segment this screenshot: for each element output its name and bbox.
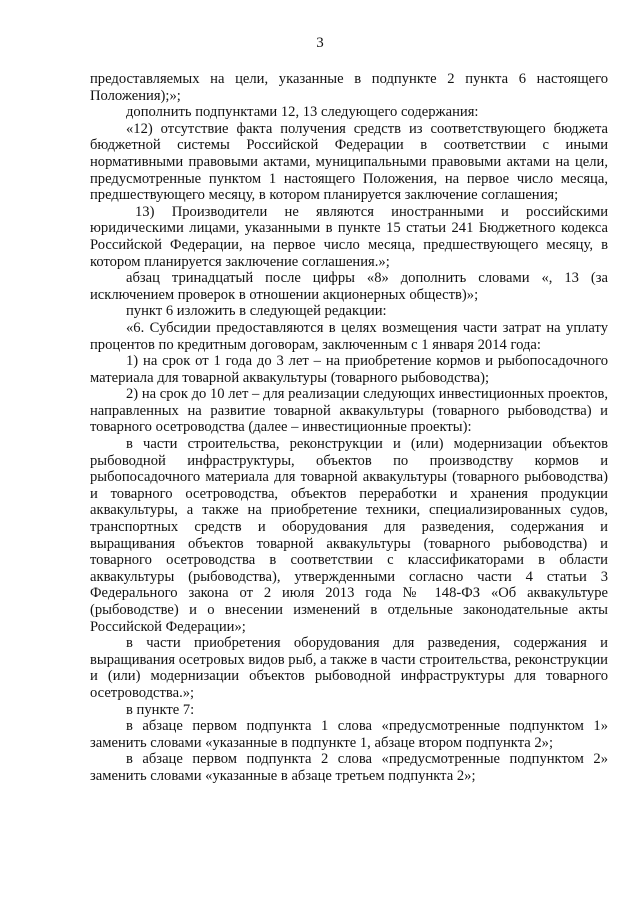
paragraph: дополнить подпунктами 12, 13 следующего содержания:: [126, 104, 479, 121]
paragraph: в пункте 7:: [126, 701, 195, 718]
paragraph: 1) на срок от 1 года до 3 лет – на приобретение кормов и рыбопосадочного материала для товарной аквакультуры (товарного рыбоводства);: [90, 353, 608, 386]
paragraph: «12) отсутствие факта получения средств из соответствующего бюджета бюджетной системы Российской Федерации в соответствии с иными нормативными правовыми актами, муниципальными правовыми актами на цели, предусмотренные пунктом 1 настоящего Положения, на первое число месяца, предшествующего месяцу, в котором планируется заключение соглашения;: [90, 120, 608, 204]
paragraph: в абзаце первом подпункта 2 слова «предусмотренные подпунктом 2» заменить словами «указанные в абзаце третьем подпункта 2»;: [90, 751, 608, 784]
paragraph: в абзаце первом подпункта 1 слова «предусмотренные подпунктом 1» заменить словами «указанные в подпункте 1, абзаце втором подпункта 2»;: [90, 718, 608, 751]
page-number: 3: [316, 35, 324, 51]
paragraph: пункт 6 изложить в следующей редакции:: [126, 303, 387, 320]
paragraph: в части приобретения оборудования для разведения, содержания и выращивания осетровых видов рыб, а также в части строительства, реконструкции и (или) модернизации объектов рыбоводной инфраструктуры для товарного осетроводства.»;: [90, 635, 608, 701]
paragraph: предоставляемых на цели, указанные в подпункте 2 пункта 6 настоящего Положения);»;: [90, 71, 608, 104]
paragraph: 13) Производители не являются иностранными и российскими юридическими лицами, указанными в пункте 15 статьи 241 Бюджетного кодекса Российской Федерации, на первое число месяца, предшествующего месяцу, в котором планируется заключение соглашения.»;: [90, 203, 608, 270]
document-body: [90, 71, 608, 785]
paragraph: абзац тринадцатый после цифры «8» дополнить словами «, 13 (за исключением проверок в отношении акционерных обществ)»;: [90, 270, 608, 303]
paragraph: «6. Субсидии предоставляются в целях возмещения части затрат на уплату процентов по кредитным договорам, заключенным с 1 января 2014 года:: [90, 319, 608, 353]
paragraph: в части строительства, реконструкции и (или) модернизации объектов рыбоводной инфраструктуры, объектов по производству кормов и рыбопосадочного материала для товарной аквакультуры (товарного рыбоводства) и товарного осетроводства, объектов переработки и хранения продукции аквакультуры, а также на приобретение техники, специализированных судов, транспортных средств и оборудования для разведения, содержания и выращивания объектов товарной аквакультуры (товарного рыбоводства) и товарного осетроводства в соответствии с классификаторами в области аквакультуры (рыбоводства), утвержденными согласно части 4 статьи 3 Федерального закона от 2 июля 2013 года № 148-ФЗ «Об аквакультуре (рыбоводстве) и о внесении изменений в отдельные законодательные акты Российской Федерации»;: [90, 436, 608, 635]
paragraph: 2) на срок до 10 лет – для реализации следующих инвестиционных проектов, направленных на развитие товарной аквакультуры (товарного рыбоводства) и товарного осетроводства (далее – инвестиционные проекты):: [90, 386, 608, 436]
